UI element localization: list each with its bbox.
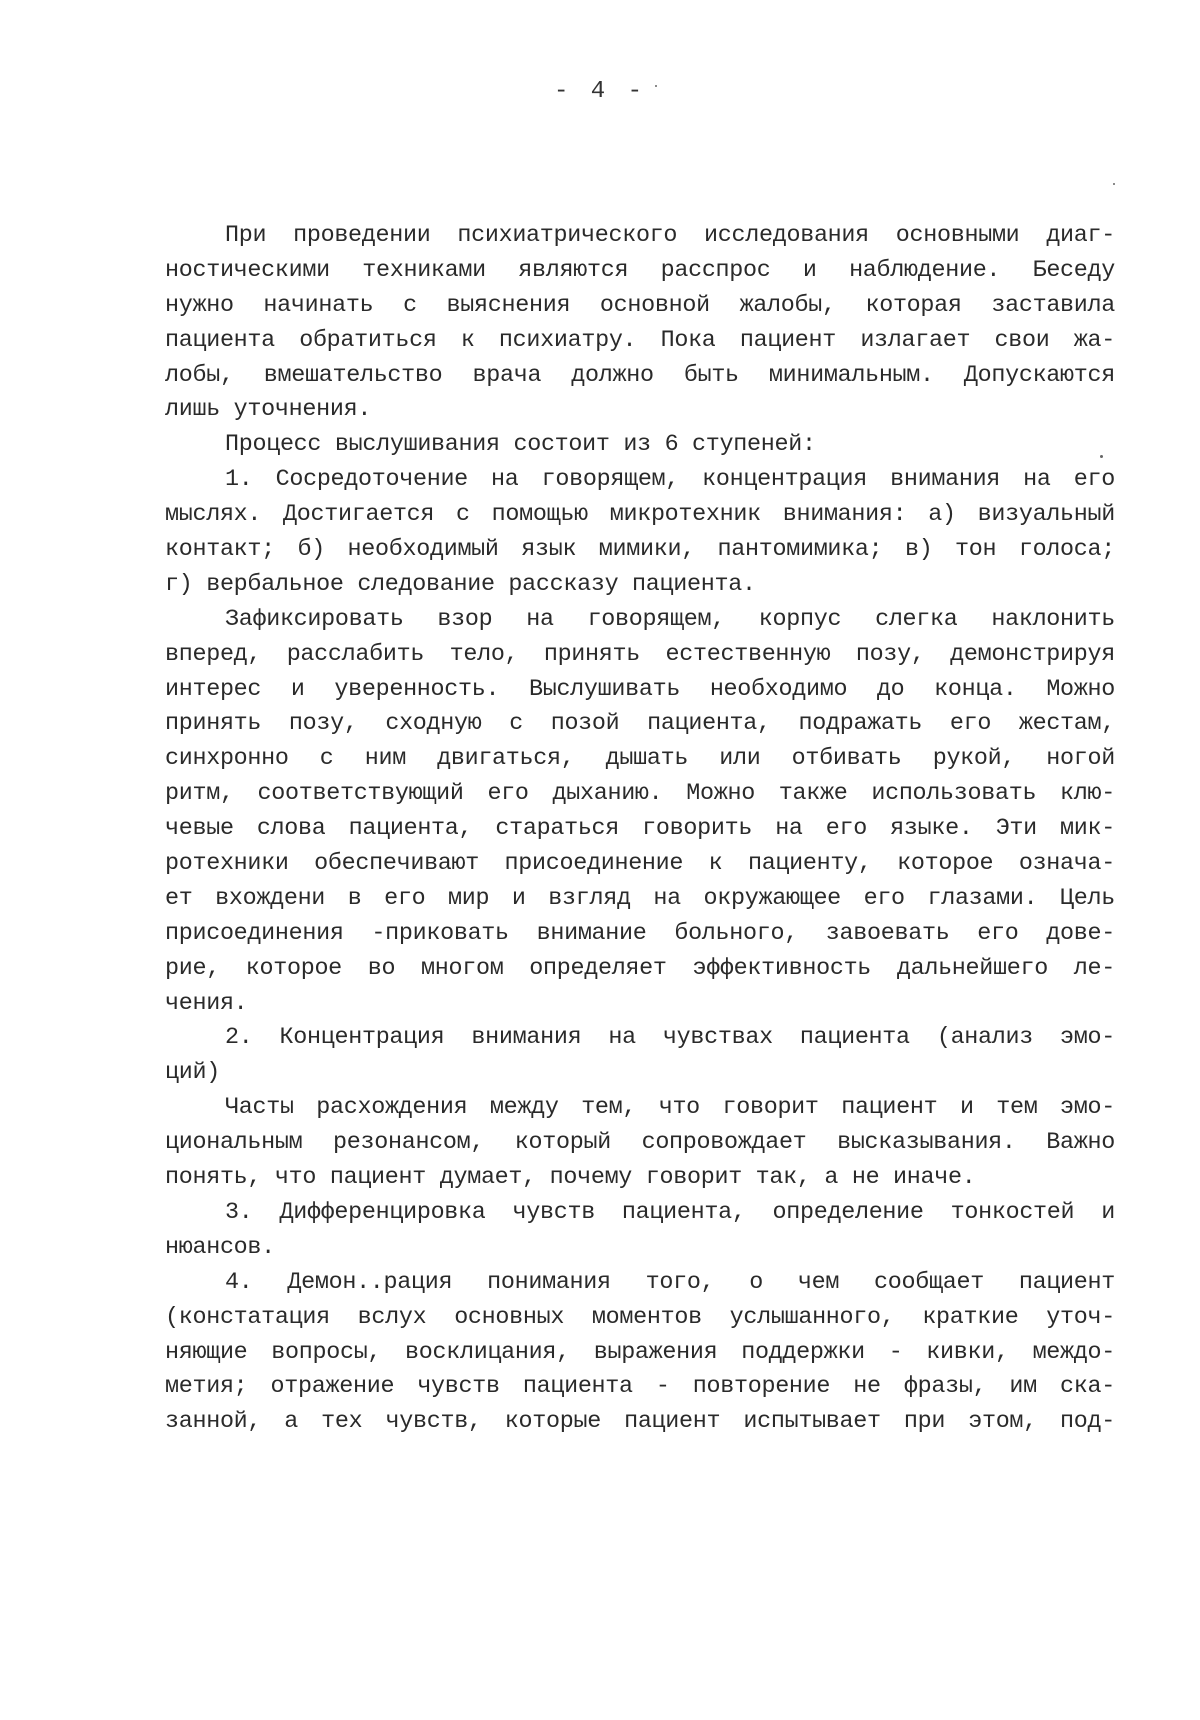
text-line: присоединения -приковать внимание больного, завоевать его дове- xyxy=(165,920,1115,947)
text-line: ет вхождени в его мир и взгляд на окружающее его глазами. Цель xyxy=(165,885,1115,912)
text-line: пациента обратиться к психиатру. Пока пациент излагает свои жа- xyxy=(165,327,1115,354)
text-line: Зафиксировать взор на говорящем, корпус слегка наклонить xyxy=(225,606,1115,633)
page-number: - 4 - xyxy=(553,78,646,105)
text-line: занной, а тех чувств, которые пациент испытывает при этом, под- xyxy=(165,1409,1115,1436)
text-line: При проведении психиатрического исследования основными диаг- xyxy=(225,223,1115,249)
scan-speck xyxy=(1113,183,1115,185)
text-line: 2. Концентрация внимания на чувствах пациента (анализ эмо- xyxy=(225,1025,1115,1052)
text-line: няющие вопросы, восклицания, выражения поддержки - кивки, междо- xyxy=(165,1339,1115,1366)
text-line: нюансов. xyxy=(165,1234,275,1261)
text-line: г) вербальное следование рассказу пациента. xyxy=(165,571,756,598)
text-line: контакт; б) необходимый язык мимики, пантомимика; в) тон голоса; xyxy=(165,537,1115,564)
text-line: циональным резонансом, который сопровождает высказывания. Важно xyxy=(165,1130,1115,1157)
text-line: Процесс выслушивания состоит из 6 ступеней: xyxy=(225,432,816,459)
text-line: вперед, расслабить тело, принять естественную позу, демонстрируя xyxy=(165,641,1115,668)
text-line: рие, которое во многом определяет эффективность дальнейшего ле- xyxy=(165,955,1115,982)
text-line: интерес и уверенность. Выслушивать необходимо до конца. Можно xyxy=(165,676,1115,703)
text-line: принять позу, сходную с позой пациента, подражать его жестам, xyxy=(165,711,1115,738)
text-line: чения. xyxy=(165,990,248,1017)
text-line: (констатация вслух основных моментов услышанного, краткие уточ- xyxy=(165,1304,1115,1331)
text-line: метия; отражение чувств пациента - повторение не фразы, им ска- xyxy=(165,1374,1115,1401)
text-line: мыслях. Достигается с помощью микротехник внимания: а) визуальный xyxy=(165,502,1115,529)
text-line: 3. Дифференцировка чувств пациента, определение тонкостей и xyxy=(225,1199,1115,1226)
text-line: 1. Сосредоточение на говорящем, концентрация внимания на его xyxy=(225,467,1115,494)
body-text xyxy=(165,219,1115,1440)
text-line: нужно начинать с выяснения основной жалобы, которая заставила xyxy=(165,292,1115,319)
text-line: ностическими техниками являются расспрос и наблюдение. Беседу xyxy=(165,257,1115,284)
scan-speck xyxy=(655,85,657,87)
text-line: Часты расхождения между тем, что говорит пациент и тем эмо- xyxy=(225,1095,1115,1122)
text-line: лишь уточнения. xyxy=(165,397,372,424)
text-line: ций) xyxy=(165,1060,220,1087)
text-line: 4. Демон..рация понимания того, о чем сообщает пациент xyxy=(225,1269,1115,1296)
text-line: ритм, соответствующий его дыханию. Можно также использовать клю- xyxy=(165,781,1115,808)
text-line: синхронно с ним двигаться, дышать или отбивать рукой, ногой xyxy=(165,746,1115,773)
text-line: ротехники обеспечивают присоединение к пациенту, которое означа- xyxy=(165,851,1115,878)
scan-speck xyxy=(1100,455,1103,458)
text-line: чевые слова пациента, стараться говорить на его языке. Эти мик- xyxy=(165,816,1115,843)
text-line: лобы, вмешательство врача должно быть минимальным. Допускаются xyxy=(165,362,1115,389)
text-line: понять, что пациент думает, почему говорит так, а не иначе. xyxy=(165,1165,976,1192)
